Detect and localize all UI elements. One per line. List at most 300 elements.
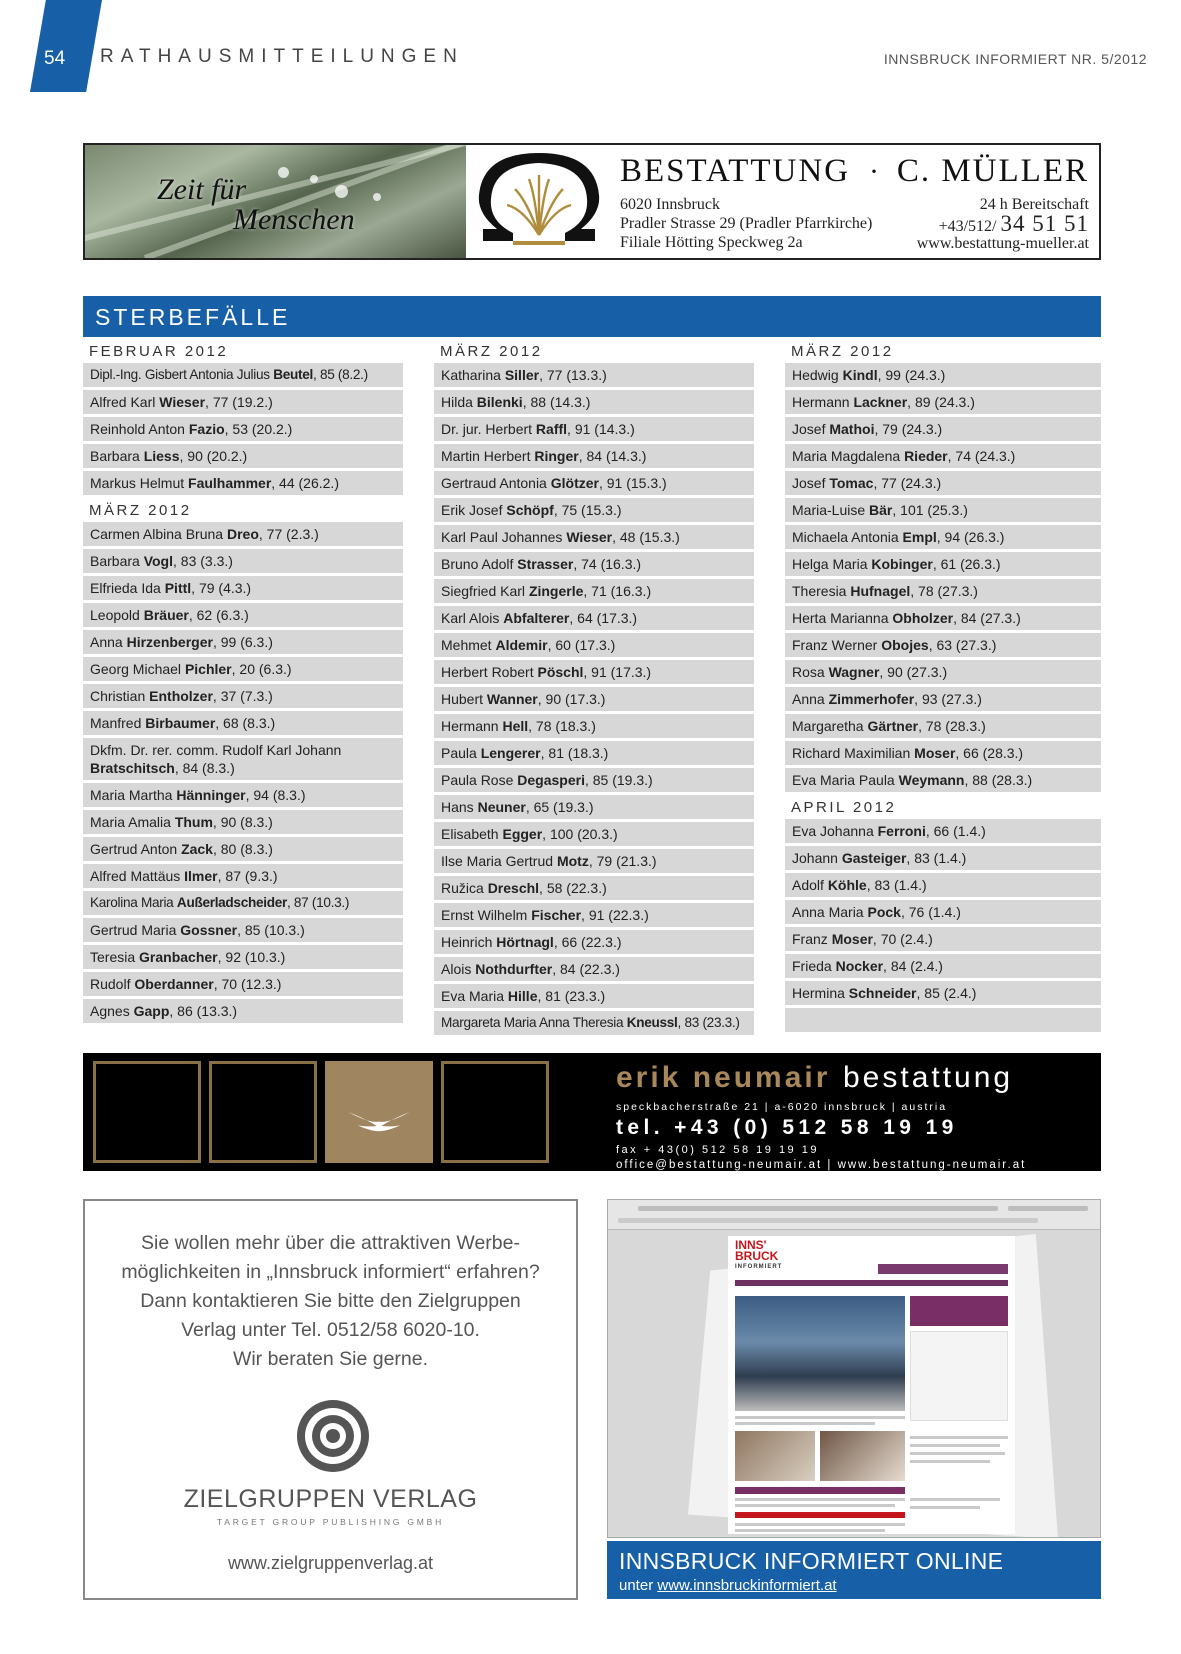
surname: Ringer	[534, 448, 579, 464]
ad-zielgruppen-verlag[interactable]	[83, 1199, 578, 1600]
given-names: Gertraud Antonia	[441, 475, 551, 491]
death-entry	[434, 957, 754, 981]
death-entry	[434, 795, 754, 819]
month-label: MÄRZ 2012	[440, 343, 543, 360]
age-date: , 88 (14.3.)	[522, 394, 591, 410]
mueller-address: Pradler Strasse 29 (Pradler Pfarrkirche)	[620, 215, 873, 232]
surname: Hufnagel	[850, 583, 911, 599]
given-names: Paula	[441, 745, 481, 761]
death-entry	[83, 417, 403, 441]
age-date: , 94 (8.3.)	[245, 787, 306, 803]
death-entry	[434, 876, 754, 900]
surname: Faulhammer	[188, 475, 272, 491]
mueller-phone-number: 34 51 51	[1000, 211, 1089, 236]
neumair-fax: fax + 43(0) 512 58 19 19 19	[616, 1144, 819, 1156]
age-date: , 91 (22.3.)	[581, 907, 649, 923]
death-list	[83, 522, 403, 735]
death-list	[434, 363, 754, 1035]
death-list	[785, 819, 1101, 1005]
age-date: , 84 (8.3.)	[174, 760, 235, 776]
given-names: Dipl.-Ing. Gisbert Antonia Julius	[90, 367, 274, 382]
surname: Entholzer	[149, 688, 213, 704]
given-names: Eva Maria	[441, 988, 508, 1004]
death-entry	[434, 849, 754, 873]
death-entry	[434, 714, 754, 738]
death-entry	[83, 837, 403, 861]
site-tagbar	[878, 1264, 1008, 1274]
deaths-title: STERBEFÄLLE	[95, 304, 291, 330]
surname: Gossner	[180, 922, 238, 938]
age-date: , 79 (21.3.)	[588, 853, 657, 869]
age-date: , 66 (28.3.)	[955, 745, 1024, 761]
death-entry	[434, 525, 754, 549]
age-date: , 81 (23.3.)	[537, 988, 606, 1004]
given-names: Leopold	[90, 607, 144, 623]
surname: Bilenki	[476, 394, 523, 410]
surname: Pöschl	[537, 664, 584, 680]
surname: Lackner	[853, 394, 908, 410]
given-names: Franz	[792, 931, 832, 947]
surname: Zack	[181, 841, 213, 857]
age-date: , 100 (20.3.)	[542, 826, 618, 842]
age-date: , 70 (2.4.)	[872, 931, 933, 947]
given-names: Hans	[441, 799, 478, 815]
age-date: , 78 (27.3.)	[910, 583, 978, 599]
age-date: , 91 (15.3.)	[598, 475, 667, 491]
surname: Außerladscheider	[176, 895, 287, 910]
given-names: Ernst Wilhelm	[441, 907, 532, 923]
surname: Empl	[902, 529, 937, 545]
deaths-column-3	[785, 339, 1101, 1035]
surname: Thum	[174, 814, 213, 830]
surname: Liess	[143, 448, 180, 464]
death-entry	[83, 945, 403, 969]
death-entry	[83, 783, 403, 807]
given-names: Anna	[90, 634, 127, 650]
age-date: , 90 (8.3.)	[212, 814, 273, 830]
surname: Kobinger	[871, 556, 933, 572]
age-date: , 70 (12.3.)	[213, 976, 282, 992]
mueller-availability: 24 h Bereitschaft	[979, 196, 1089, 213]
given-names: Anna Maria	[792, 904, 868, 920]
mueller-name: C. MÜLLER	[896, 153, 1089, 189]
surname: Gasteiger	[841, 850, 907, 866]
given-names: Josef	[792, 475, 830, 491]
age-date: , 80 (8.3.)	[212, 841, 273, 857]
age-date: , 99 (6.3.)	[212, 634, 273, 650]
death-entry	[83, 972, 403, 996]
age-date: , 90 (20.2.)	[179, 448, 248, 464]
given-names: Frieda	[792, 958, 836, 974]
death-entry	[83, 390, 403, 414]
given-names: Karl Paul Johannes	[441, 529, 567, 545]
death-entry	[785, 819, 1101, 843]
ad-erik-neumair[interactable]	[83, 1053, 1101, 1171]
death-entry	[434, 417, 754, 441]
section-title: RATHAUSMITTEILUNGEN	[100, 46, 464, 67]
given-names: Maria-Luise	[792, 502, 870, 518]
death-entry	[785, 846, 1101, 870]
given-names: Hermina	[792, 985, 849, 1001]
given-names: Barbara	[90, 553, 144, 569]
age-date: , 87 (10.3.)	[286, 895, 350, 910]
age-date: , 75 (15.3.)	[553, 502, 622, 518]
age-date: , 93 (27.3.)	[914, 691, 982, 707]
age-date: , 77 (13.3.)	[539, 367, 607, 383]
surname: Köhle	[827, 877, 867, 893]
mueller-phone-prefix: +43/512/	[938, 218, 997, 235]
deaths-column-1	[83, 339, 403, 1026]
age-date: , 20 (6.3.)	[231, 661, 292, 677]
surname: Nothdurfter	[475, 961, 553, 977]
decor-frame-gold	[325, 1061, 433, 1163]
given-names: Manfred	[90, 715, 146, 731]
death-entry	[785, 687, 1101, 711]
age-date: , 83 (23.3.)	[677, 1015, 740, 1030]
given-names: Teresia	[90, 949, 140, 965]
death-entry	[434, 633, 754, 657]
death-entry	[83, 738, 403, 780]
age-date: , 83 (3.3.)	[173, 553, 233, 569]
age-date: , 85 (8.2.)	[312, 367, 368, 382]
death-entry	[434, 660, 754, 684]
age-date: , 74 (24.3.)	[947, 448, 1016, 464]
zg-url[interactable]: www.zielgruppenverlag.at	[227, 1553, 434, 1573]
death-entry	[434, 606, 754, 630]
age-date: , 44 (26.2.)	[271, 475, 339, 491]
online-sub-prefix: unter	[619, 1577, 658, 1594]
surname: Degasperi	[517, 772, 585, 788]
decor-frame	[93, 1061, 201, 1163]
surname: Wieser	[159, 394, 206, 410]
site-nav	[735, 1280, 1008, 1286]
death-entry	[434, 687, 754, 711]
age-date: , 66 (22.3.)	[553, 934, 622, 950]
surname: Kneussl	[626, 1015, 678, 1030]
age-date: , 87 (9.3.)	[217, 868, 278, 884]
given-names: Eva Johanna	[792, 823, 878, 839]
surname: Lengerer	[480, 745, 541, 761]
death-entry	[785, 552, 1101, 576]
surname: Vogl	[143, 553, 173, 569]
age-date: , 85 (19.3.)	[584, 772, 653, 788]
given-names: Heinrich	[441, 934, 497, 950]
given-names: Hubert	[441, 691, 487, 707]
slogan-line2: Menschen	[233, 203, 355, 236]
surname: Gärtner	[867, 718, 919, 734]
death-entry	[434, 390, 754, 414]
given-names: Elfrieda Ida	[90, 580, 165, 596]
surname: Dreschl	[487, 880, 540, 896]
decor-frame	[441, 1061, 549, 1163]
surname: Gapp	[133, 1003, 170, 1019]
surname: Weymann	[898, 772, 965, 788]
death-entry	[434, 768, 754, 792]
age-date: , 85 (2.4.)	[916, 985, 977, 1001]
death-entry	[83, 549, 403, 573]
surname: Nocker	[835, 958, 884, 974]
surname: Zimmerhofer	[828, 691, 915, 707]
age-date: , 77 (24.3.)	[873, 475, 942, 491]
month-label: MÄRZ 2012	[89, 502, 192, 519]
surname: Hänninger	[176, 787, 246, 803]
surname: Granbacher	[139, 949, 218, 965]
death-list	[83, 783, 403, 1023]
surname: Bratschitsch	[90, 760, 175, 776]
given-names: Josef	[792, 421, 830, 437]
given-names: Alfred Mattäus	[90, 868, 185, 884]
website-page	[728, 1236, 1015, 1534]
deaths-column-2	[434, 339, 754, 1038]
online-title: INNSBRUCK INFORMIERT ONLINE	[619, 1548, 1004, 1574]
death-entry	[83, 999, 403, 1023]
age-date: , 88 (28.3.)	[964, 772, 1033, 788]
age-date: , 91 (14.3.)	[567, 421, 635, 437]
death-entry	[785, 525, 1101, 549]
death-entry	[785, 579, 1101, 603]
death-entry	[434, 579, 754, 603]
ad-bestattung-mueller[interactable]	[83, 143, 1101, 260]
death-entry	[434, 930, 754, 954]
age-date: , 79 (4.3.)	[191, 580, 252, 596]
given-names: Herbert Robert	[441, 664, 538, 680]
zg-logo-name: ZIELGRUPPEN VERLAG	[183, 1485, 478, 1513]
decor-frame	[209, 1061, 317, 1163]
given-names: Rosa	[792, 664, 829, 680]
age-date: , 92 (10.3.)	[217, 949, 286, 965]
death-entry	[785, 900, 1101, 924]
age-date: , 83 (1.4.)	[906, 850, 967, 866]
month-label: FEBRUAR 2012	[89, 343, 229, 360]
given-names: Georg Michael	[90, 661, 185, 677]
neumair-tel: tel. +43 (0) 512 58 19 19	[616, 1116, 958, 1139]
mueller-brand: BESTATTUNG	[620, 153, 851, 189]
death-entry	[785, 390, 1101, 414]
mueller-website[interactable]: www.bestattung-mueller.at	[916, 235, 1089, 252]
target-logo-icon	[295, 1398, 371, 1474]
site-table-header	[735, 1487, 905, 1494]
death-entry	[83, 657, 403, 681]
death-entry	[785, 417, 1101, 441]
given-names: Herta Marianna	[792, 610, 893, 626]
surname: Ferroni	[877, 823, 926, 839]
given-names: Dkfm. Dr. rer. comm. Rudolf Karl Johann	[90, 742, 342, 758]
age-date: , 63 (27.3.)	[928, 637, 997, 653]
age-date: , 84 (14.3.)	[578, 448, 647, 464]
given-names: Martin Herbert	[441, 448, 535, 464]
surname: Fazio	[188, 421, 225, 437]
death-entry	[83, 471, 403, 495]
age-date: , 84 (2.4.)	[883, 958, 943, 974]
surname: Motz	[556, 853, 589, 869]
zg-line: Dann kontaktieren Sie bitte den Zielgruppen	[140, 1290, 521, 1312]
given-names: Margaretha	[792, 718, 868, 734]
death-entry	[785, 741, 1101, 765]
age-date: , 68 (8.3.)	[215, 715, 276, 731]
age-date: , 37 (7.3.)	[212, 688, 273, 704]
age-date: , 94 (26.3.)	[936, 529, 1005, 545]
surname: Glötzer	[550, 475, 599, 491]
given-names: Siegfried Karl	[441, 583, 529, 599]
website-screenshot	[607, 1199, 1101, 1538]
given-names: Erik Josef	[441, 502, 507, 518]
given-names: Bruno Adolf	[441, 556, 518, 572]
death-entry	[83, 918, 403, 942]
surname: Oberdanner	[134, 976, 214, 992]
death-entry	[83, 522, 403, 546]
age-date: , 78 (18.3.)	[528, 718, 596, 734]
mueller-separator: ·	[869, 155, 879, 188]
age-date: , 101 (25.3.)	[892, 502, 968, 518]
age-date: , 77 (19.2.)	[205, 394, 273, 410]
death-entry	[785, 714, 1101, 738]
empty-row	[785, 1008, 1101, 1032]
given-names: Alfred Karl	[90, 394, 160, 410]
given-names: Hermann	[441, 718, 503, 734]
site-logo: INNS' BRUCK INFORMIERT	[735, 1238, 783, 1270]
age-date: , 60 (17.3.)	[547, 637, 616, 653]
issue-title: INNSBRUCK INFORMIERT NR. 5/2012	[883, 51, 1147, 67]
surname: Pittl	[164, 580, 192, 596]
death-entry	[83, 711, 403, 735]
death-entry	[785, 660, 1101, 684]
age-date: , 79 (24.3.)	[874, 421, 943, 437]
given-names: Gertrud Anton	[90, 841, 182, 857]
browser-bar	[608, 1200, 1100, 1230]
given-names: Theresia	[792, 583, 851, 599]
surname: Wagner	[828, 664, 880, 680]
surname: Zingerle	[528, 583, 584, 599]
age-date: , 90 (17.3.)	[537, 691, 606, 707]
age-date: , 61 (26.3.)	[932, 556, 1001, 572]
given-names: Reinhold Anton	[90, 421, 189, 437]
given-names: Karolina Maria	[90, 895, 177, 910]
death-entry	[434, 471, 754, 495]
site-sidebar	[910, 1331, 1008, 1421]
surname: Pichler	[184, 661, 232, 677]
death-entry	[785, 873, 1101, 897]
surname: Dreo	[226, 526, 259, 542]
surname: Obholzer	[892, 610, 954, 626]
surname: Hörtnagl	[496, 934, 554, 950]
given-names: Ilse Maria Gertrud	[441, 853, 557, 869]
grass-photo	[85, 145, 466, 258]
given-names: Agnes	[90, 1003, 134, 1019]
death-list	[785, 363, 1101, 792]
given-names: Alois	[441, 961, 476, 977]
online-subtitle	[619, 1577, 837, 1594]
age-date: , 53 (20.2.)	[224, 421, 293, 437]
given-names: Katharina	[441, 367, 505, 383]
ad-innsbruck-online[interactable]	[607, 1199, 1101, 1599]
wings-logo-icon	[328, 1064, 430, 1160]
death-entry	[434, 822, 754, 846]
given-names: Eva Maria Paula	[792, 772, 899, 788]
surname: Moser	[831, 931, 873, 947]
age-date: , 84 (22.3.)	[552, 961, 620, 977]
death-entry	[83, 576, 403, 600]
site-hero-image	[735, 1296, 905, 1411]
given-names: Barbara	[90, 448, 144, 464]
month-label: MÄRZ 2012	[791, 343, 894, 360]
age-date: , 90 (27.3.)	[879, 664, 948, 680]
site-table-header-2	[735, 1512, 905, 1518]
age-date: , 62 (6.3.)	[188, 607, 249, 623]
age-date: , 91 (17.3.)	[583, 664, 652, 680]
surname: Fischer	[531, 907, 582, 923]
death-entry	[785, 498, 1101, 522]
death-entry	[434, 498, 754, 522]
age-date: , 89 (24.3.)	[907, 394, 975, 410]
death-list	[83, 363, 403, 495]
surname: Obojes	[881, 637, 929, 653]
neumair-contact[interactable]: office@bestattung-neumair.at | www.bestattung-neumair.at	[616, 1159, 1027, 1171]
death-entry	[434, 1011, 754, 1035]
death-entry	[83, 810, 403, 834]
zg-line: Sie wollen mehr über die attraktiven Werbe-	[141, 1232, 520, 1254]
age-date: , 74 (16.3.)	[573, 556, 642, 572]
surname: Beutel	[273, 367, 313, 382]
month-label: APRIL 2012	[791, 799, 897, 816]
age-date: , 48 (15.3.)	[612, 529, 680, 545]
age-date: , 78 (28.3.)	[918, 718, 986, 734]
death-entry	[785, 981, 1101, 1005]
given-names: Ružica	[441, 880, 488, 896]
death-entry	[434, 363, 754, 387]
given-names: Paula Rose	[441, 772, 518, 788]
zg-logo-sub: TARGET GROUP PUBLISHING GMBH	[216, 1517, 445, 1527]
surname: Wieser	[566, 529, 613, 545]
given-names: Gertrud Maria	[90, 922, 181, 938]
age-date: , 76 (1.4.)	[900, 904, 961, 920]
age-date: , 85 (10.3.)	[237, 922, 305, 938]
surname: Moser	[914, 745, 956, 761]
surname: Wanner	[486, 691, 538, 707]
given-names: Richard Maximilian	[792, 745, 915, 761]
zg-line: möglichkeiten in „Innsbruck informiert“ erfahren?	[121, 1261, 540, 1283]
age-date: , 99 (24.3.)	[877, 367, 946, 383]
age-date: , 65 (19.3.)	[525, 799, 594, 815]
given-names: Maria Magdalena	[792, 448, 905, 464]
surname: Tomac	[829, 475, 874, 491]
given-names: Margareta Maria Anna Theresia	[441, 1015, 627, 1030]
given-names: Johann	[792, 850, 842, 866]
surname: Egger	[502, 826, 543, 842]
death-entry	[434, 552, 754, 576]
given-names: Hermann	[792, 394, 854, 410]
surname: Bär	[869, 502, 893, 518]
site-thumb	[820, 1431, 905, 1481]
omega-logo-icon	[473, 149, 605, 254]
given-names: Helga Maria	[792, 556, 872, 572]
mueller-city: 6020 Innsbruck	[620, 196, 720, 213]
neumair-name: erik neumair	[616, 1061, 831, 1094]
death-entry	[83, 603, 403, 627]
surname: Pock	[867, 904, 901, 920]
death-entry	[434, 741, 754, 765]
death-entry	[434, 984, 754, 1008]
online-link[interactable]: www.innsbruckinformiert.at	[657, 1577, 837, 1594]
death-entry	[83, 630, 403, 654]
surname: Raffl	[535, 421, 568, 437]
death-entry	[83, 891, 403, 915]
age-date: , 66 (1.4.)	[925, 823, 986, 839]
given-names: Rudolf	[90, 976, 135, 992]
given-names: Michaela Antonia	[792, 529, 903, 545]
death-entry	[785, 471, 1101, 495]
zg-line: Wir beraten Sie gerne.	[232, 1348, 429, 1370]
given-names: Mehmet	[441, 637, 496, 653]
